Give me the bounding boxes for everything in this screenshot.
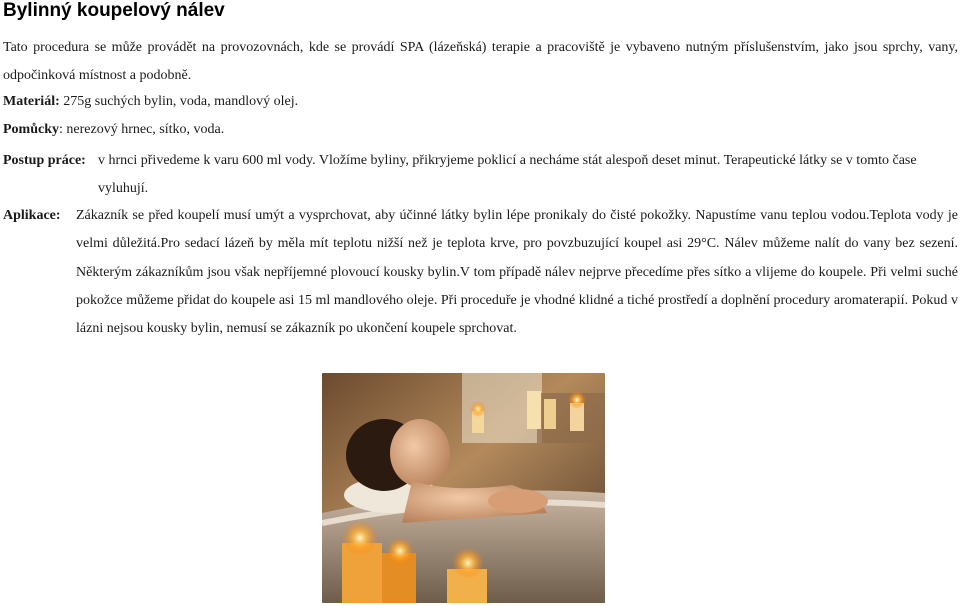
aplikace-label: Aplikace: (3, 208, 61, 223)
tools-label: Pomůcky (3, 122, 59, 137)
tools-text: : nerezový hrnec, sítko, voda. (59, 122, 225, 137)
material-paragraph (3, 90, 958, 114)
aplikace-paragraph (3, 202, 958, 343)
spa-bath-photo (322, 373, 605, 603)
material-text: 275g suchých bylin, voda, mandlový olej. (59, 94, 299, 109)
postup-label: Postup práce: (3, 153, 86, 168)
intro-paragraph: Tato procedura se může provádět na provozovnách, kde se provádí SPA (lázeňská) terapie a pracoviště je vybaveno nutným příslušenstvím, jako jsou sprchy, vany, odpočinková místnost a podobně. (3, 40, 958, 83)
tools-paragraph (3, 118, 958, 142)
aplikace-text: Zákazník se před koupelí musí umýt a vysprchovat, aby účinné látky bylin lépe pronikaly do čisté pokožky. Napustíme vanu teplou vodou.Teplota vody je velmi důležitá.Pro sedací lázeň by měla mít teplotu nižší než je teplota krve, pro povzbuzující koupel asi 29°C. Nálev můžeme nalít do vany bez sezení. Některým zákazníkům jsou však nepříjemné plovoucí kousky bylin.V tom případě nálev nejprve přecedíme přes sítko a vlijeme do koupele. Při velmi suché pokožce můžeme přidat do koupele asi 15 ml mandlového oleje. Při proceduře je vhodné klidné a tiché prostředí a doplnění procedury aromaterapií. Pokud v lázni nejsou kousky bylin, nemusí se zákazník po ukončení koupele sprchovat. (76, 208, 958, 337)
page-title: Bylinný koupelový nálev (3, 0, 225, 21)
postup-paragraph (3, 147, 958, 203)
postup-text: v hrnci přivedeme k varu 600 ml vody. Vložíme byliny, přikryjeme poklicí a necháme stát alespoň deset minut. Terapeutické látky se v tomto čase vyluhují. (98, 153, 917, 196)
material-label: Materiál: (3, 94, 60, 109)
